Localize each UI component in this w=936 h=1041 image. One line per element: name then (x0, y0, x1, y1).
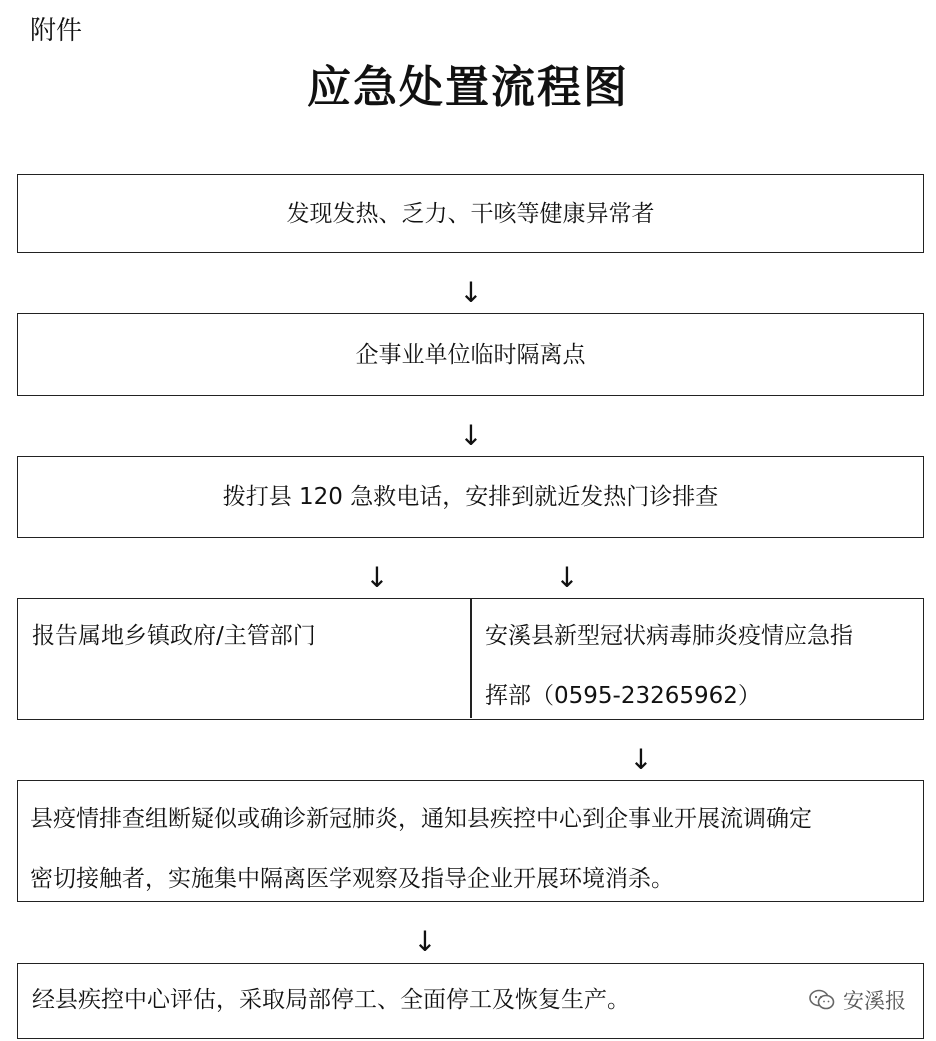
flow-box-step3 (17, 456, 924, 538)
page-title: 应急处置流程图 (307, 62, 629, 113)
flow-box-step1 (17, 174, 924, 253)
step4-left-text: 报告属地乡镇政府/主管部门 (32, 623, 316, 649)
arrow-down-icon: ↓ (555, 561, 579, 594)
flow-box-step2 (17, 313, 924, 396)
attachment-label: 附件 (30, 16, 83, 46)
arrow-down-icon: ↓ (629, 743, 653, 776)
step1-text: 发现发热、乏力、干咳等健康异常者 (286, 200, 655, 227)
cell-divider (470, 599, 472, 718)
flow-box-step5 (17, 780, 924, 902)
wechat-icon (809, 989, 835, 1011)
arrow-down-icon: ↓ (459, 419, 483, 452)
step3-text: 拨打县 120 急救电话，安排到就近发热门诊排查 (222, 484, 719, 510)
step5-line2: 密切接触者，实施集中隔离医学观察及指导企业开展环境消杀。 (30, 866, 674, 892)
step6-text: 经县疾控中心评估，采取局部停工、全面停工及恢复生产。 (32, 987, 630, 1013)
step4-right-line2: 挥部（0595-23265962） (485, 683, 761, 709)
step5-line1: 县疫情排查组断疑似或确诊新冠肺炎，通知县疾控中心到企事业开展流调确定 (30, 806, 812, 832)
arrow-down-icon: ↓ (365, 561, 389, 594)
watermark-text: 安溪报 (843, 989, 906, 1013)
step2-text: 企事业单位临时隔离点 (355, 341, 586, 368)
arrow-down-icon: ↓ (413, 925, 437, 958)
watermark (809, 985, 906, 1015)
flow-box-step6 (17, 963, 924, 1039)
arrow-down-icon: ↓ (459, 276, 483, 309)
step4-right-line1: 安溪县新型冠状病毒肺炎疫情应急指 (485, 623, 853, 649)
flow-box-step4 (17, 598, 924, 720)
